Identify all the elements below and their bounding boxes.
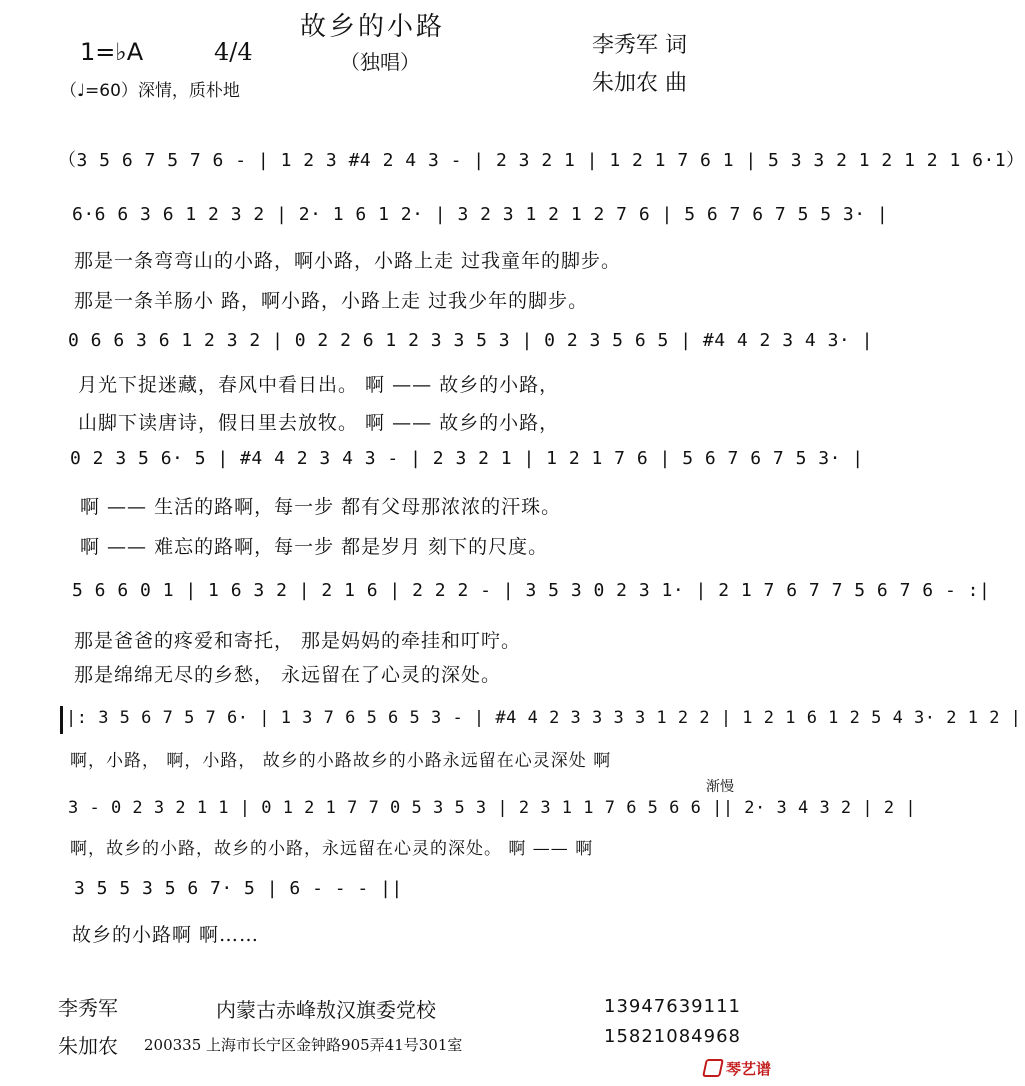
line2-notes: 0 6 6 3 6 1 2 3 2 | 0 2 2 6 1 2 3 3 5 3 | 0 2 3 5 6 5 | #4 4 2 3 4 3· | xyxy=(68,330,873,351)
line1-notes: 6·6 6 3 6 1 2 3 2 | 2· 1 6 1 2· | 3 2 3 1 2 1 2 7 6 | 5 6 7 6 7 5 5 3· | xyxy=(72,204,889,225)
key-signature: 1=♭A xyxy=(80,38,144,66)
line2-lyric-verse1: 月光下捉迷藏，春风中看日出。 啊 —— 故乡的小路， xyxy=(78,374,560,396)
footer-lyricist-org: 内蒙古赤峰敖汉旗委党校 xyxy=(216,998,436,1022)
line1-lyric-verse1: 那是一条弯弯山的小路，啊小路，小路上走 过我童年的脚步。 xyxy=(74,250,622,272)
line6-lyric: 啊，故乡的小路，故乡的小路，永远留在心灵的深处。 啊 —— 啊 xyxy=(70,839,594,859)
line6-notes: 3 - 0 2 3 2 1 1 | 0 1 2 1 7 7 0 5 3 5 3 | 2 3 1 1 7 6 5 6 6 || 2· 3 4 3 2 | 2 | xyxy=(68,798,917,818)
footer-composer-address: 200335 上海市长宁区金钟路905弄41号301室 xyxy=(144,1036,463,1054)
song-title: 故乡的小路 xyxy=(300,12,446,42)
lyricist-credit: 李秀军 词 xyxy=(592,33,687,58)
footer-composer-name: 朱加农 xyxy=(58,1034,118,1058)
composer-credit: 朱加农 曲 xyxy=(592,71,687,96)
line7-notes: 3 5 5 3 5 6 7· 5 | 6 - - - || xyxy=(74,878,403,899)
footer-composer-phone: 15821084968 xyxy=(604,1026,741,1047)
intro-notes: （3 5 6 7 5 7 6 - | 1 2 3 #4 2 4 3 - | 2 3 2 1 | 1 2 1 7 6 1 | 5 3 3 2 1 2 1 2 1 6·1） xyxy=(58,150,1025,171)
footer-lyricist-name: 李秀军 xyxy=(58,996,118,1020)
line3-lyric-verse2: 啊 —— 难忘的路啊，每一步 都是岁月 刻下的尺度。 xyxy=(80,536,549,558)
watermark-logo xyxy=(704,1058,771,1079)
line7-lyric: 故乡的小路啊 啊…… xyxy=(72,924,260,946)
time-signature: 4/4 xyxy=(214,38,253,66)
line3-notes: 0 2 3 5 6· 5 | #4 4 2 3 4 3 - | 2 3 2 1 | 1 2 1 7 6 | 5 6 7 6 7 5 3· | xyxy=(70,448,864,469)
line5-notes: |: 3 5 6 7 5 7 6· | 1 3 7 6 5 6 5 3 - | #4 4 2 3 3 3 3 1 2 2 | 1 2 1 6 1 2 5 4 3· 2 1 2 | xyxy=(66,708,1022,728)
tempo-marking: （♩=60）深情，质朴地 xyxy=(60,81,240,101)
line2-lyric-verse2: 山脚下读唐诗，假日里去放牧。 啊 —— 故乡的小路， xyxy=(78,412,560,434)
line4-lyric-verse1: 那是爸爸的疼爱和寄托， 那是妈妈的牵挂和叮咛。 xyxy=(74,630,522,652)
logo-icon xyxy=(702,1059,724,1077)
line3-lyric-verse1: 啊 —— 生活的路啊，每一步 都有父母那浓浓的汗珠。 xyxy=(80,496,562,518)
line5-lyric: 啊，小路， 啊，小路， 故乡的小路故乡的小路永远留在心灵深处 啊 xyxy=(70,751,612,771)
ritardando-mark: 渐慢 xyxy=(706,779,734,795)
song-subtitle: （独唱） xyxy=(340,50,420,74)
line4-lyric-verse2: 那是绵绵无尽的乡愁， 永远留在了心灵的深处。 xyxy=(74,664,502,686)
line4-notes: 5 6 6 0 1 | 1 6 3 2 | 2 1 6 | 2 2 2 - | 3 5 3 0 2 3 1· | 2 1 7 6 7 7 5 6 7 6 - :| xyxy=(72,580,991,601)
watermark-brand: 琴艺谱 xyxy=(726,1060,772,1078)
line1-lyric-verse2: 那是一条羊肠小 路，啊小路，小路上走 过我少年的脚步。 xyxy=(74,290,589,312)
repeat-start-bar xyxy=(60,706,63,734)
footer-lyricist-phone: 13947639111 xyxy=(604,996,741,1017)
